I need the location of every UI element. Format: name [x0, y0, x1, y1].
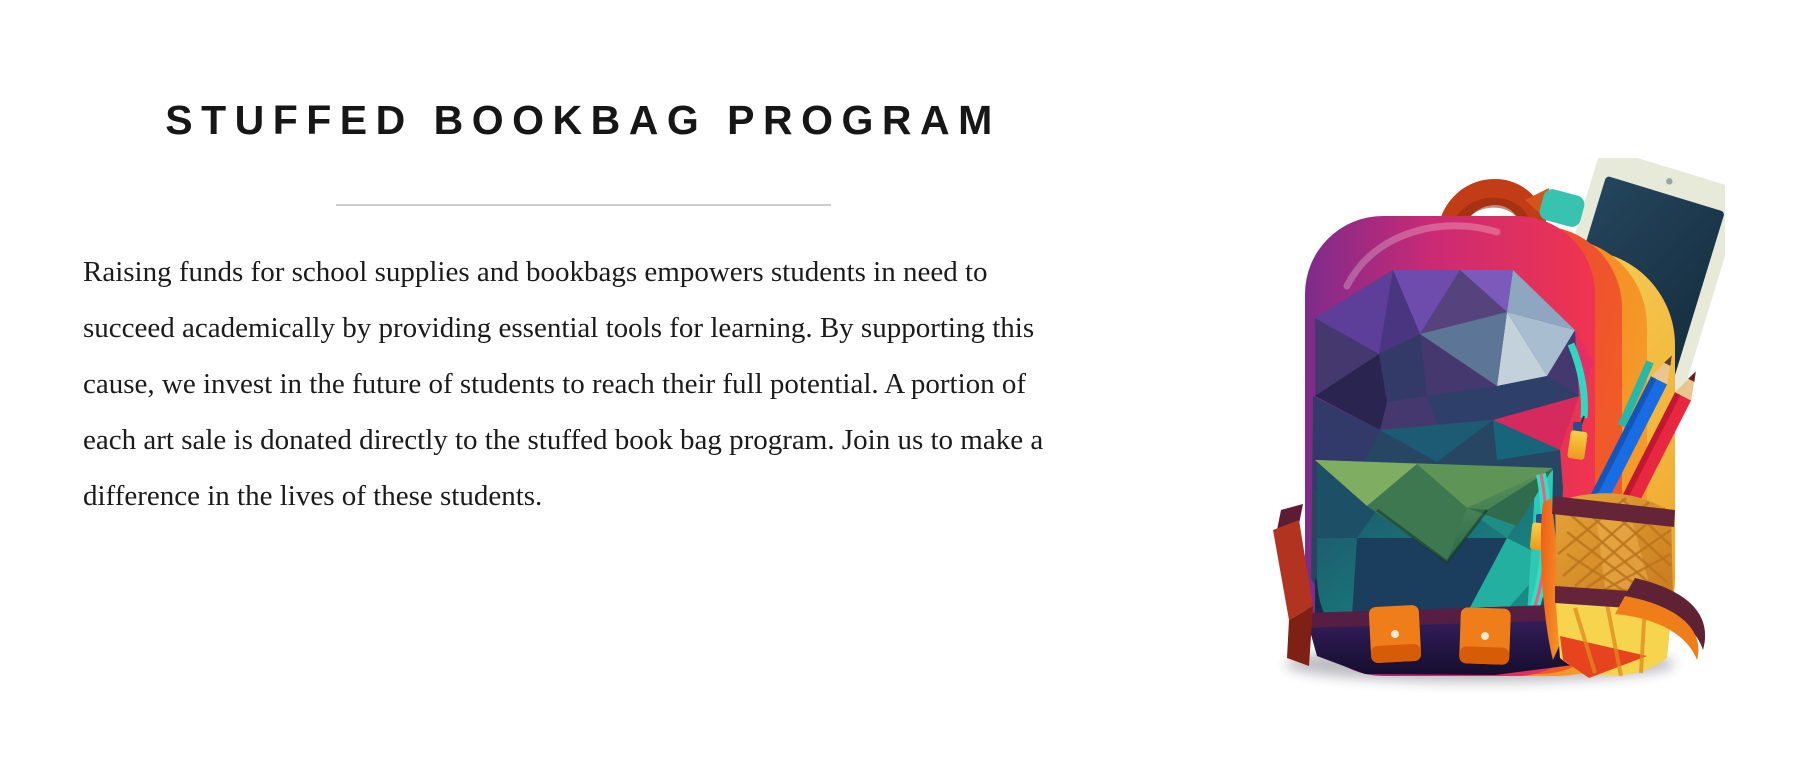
page-title: STUFFED BOOKBAG PROGRAM — [165, 97, 1001, 143]
title-divider — [336, 204, 831, 206]
front-pocket-graphic — [1315, 460, 1553, 632]
buckle-left — [1369, 605, 1422, 664]
program-text-column — [83, 96, 1083, 524]
backpack-illustration — [1255, 158, 1725, 693]
bottom-base-graphic — [1305, 604, 1587, 675]
program-image-column — [1255, 158, 1725, 693]
program-description: Raising funds for school supplies and bookbags empowers students in need to succeed academically by providing essential tools for learning. By supporting this cause, we invest in the future of students to reach their full potential. A portion of each art sale is donated directly to the stuffed book bag program. Join us to make a difference in the lives of these students. — [83, 256, 1044, 513]
buckle-right — [1459, 607, 1511, 665]
